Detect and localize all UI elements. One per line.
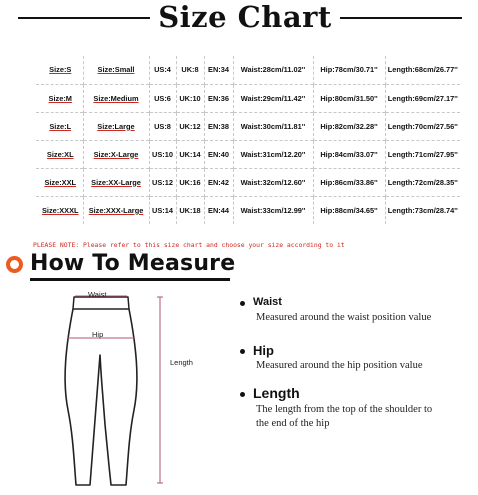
cell-text: US:8 <box>154 121 171 131</box>
table-cell <box>233 56 313 84</box>
table-cell <box>313 168 385 196</box>
table-cell <box>83 112 149 140</box>
how-to-measure-title: How To Measure <box>30 251 236 276</box>
table-cell <box>36 56 83 84</box>
table-cell <box>36 84 83 112</box>
cell-text: Hip:80cm/31.50'' <box>320 93 378 103</box>
cell-text: EN:40 <box>208 149 229 159</box>
cell-text: US:14 <box>152 205 173 215</box>
table-cell <box>204 140 233 168</box>
table-cell <box>36 168 83 196</box>
cell-text: EN:42 <box>208 177 229 187</box>
cell-text: Length:68cm/26.77'' <box>387 65 458 75</box>
cell-text: Hip:88cm/34.65'' <box>320 205 378 215</box>
title-rule-left <box>18 17 150 19</box>
diagram-length-label: Length <box>170 358 193 367</box>
cell-text: Size:XXL <box>44 177 77 187</box>
table-cell <box>204 112 233 140</box>
table-cell <box>83 196 149 224</box>
size-table <box>36 56 460 224</box>
table-cell <box>313 196 385 224</box>
cell-text: UK:18 <box>179 205 201 215</box>
table-row <box>36 84 460 112</box>
table-cell <box>385 140 460 168</box>
title-rule-right <box>340 17 462 19</box>
table-cell <box>204 168 233 196</box>
table-cell <box>233 168 313 196</box>
measure-item-desc: Measured around the waist position value <box>256 312 432 323</box>
cell-text: UK:8 <box>181 65 199 75</box>
cell-text: Size:L <box>49 121 72 131</box>
measure-item-title: Length <box>253 385 300 401</box>
cell-text: Waist:30cm/11.81'' <box>240 121 306 131</box>
table-row <box>36 140 460 168</box>
table-cell <box>385 84 460 112</box>
cell-text: Length:72cm/28.35'' <box>387 177 458 187</box>
table-cell <box>176 168 204 196</box>
cell-text: Hip:82cm/32.28'' <box>320 121 378 131</box>
table-cell <box>313 56 385 84</box>
table-cell <box>233 112 313 140</box>
cell-text: EN:44 <box>208 205 229 215</box>
cell-text: Length:70cm/27.56'' <box>387 121 458 131</box>
cell-text: Waist:31cm/12.20'' <box>240 149 306 159</box>
cell-text: US:12 <box>152 177 173 187</box>
size-chart-header <box>0 0 478 36</box>
table-cell <box>83 168 149 196</box>
cell-text: Hip:86cm/33.86'' <box>320 177 378 187</box>
table-cell <box>176 56 204 84</box>
table-cell <box>233 84 313 112</box>
table-cell <box>313 140 385 168</box>
table-row <box>36 56 460 84</box>
cell-text: Size:XX-Large <box>91 177 141 187</box>
table-cell <box>149 140 176 168</box>
table-row <box>36 112 460 140</box>
table-cell <box>313 84 385 112</box>
cell-text: EN:34 <box>208 65 229 75</box>
cell-text: Size:XL <box>46 149 74 159</box>
cell-text: Hip:84cm/33.07'' <box>320 149 378 159</box>
leggings-icon <box>40 285 225 493</box>
bullet-icon <box>240 392 245 397</box>
cell-text: Waist:28cm/11.02'' <box>240 65 306 75</box>
table-cell <box>176 112 204 140</box>
table-cell <box>385 56 460 84</box>
page-title: Size Chart <box>158 0 332 34</box>
table-cell <box>36 112 83 140</box>
cell-text: Size:Large <box>97 121 135 131</box>
table-cell <box>149 56 176 84</box>
cell-text: Size:M <box>48 93 72 103</box>
bullet-icon <box>240 349 245 354</box>
table-cell <box>385 168 460 196</box>
table-cell <box>36 140 83 168</box>
table-cell <box>83 84 149 112</box>
diagram-waist-label: Waist <box>88 290 107 299</box>
table-cell <box>176 84 204 112</box>
table-row <box>36 196 460 224</box>
cell-text: US:10 <box>152 149 173 159</box>
cell-text: UK:10 <box>179 93 201 103</box>
measure-item-desc: Measured around the hip position value <box>256 360 423 371</box>
table-cell <box>176 140 204 168</box>
size-note: PLEASE NOTE: Please refer to this size chart and choose your size according to it <box>33 241 345 249</box>
table-cell <box>149 168 176 196</box>
cell-text: Size:X-Large <box>93 149 139 159</box>
table-cell <box>149 196 176 224</box>
cell-text: Size:Medium <box>93 93 139 103</box>
cell-text: UK:16 <box>179 177 201 187</box>
cell-text: Waist:33cm/12.99'' <box>240 205 306 215</box>
cell-text: Size:Small <box>97 65 135 75</box>
measure-item-title: Hip <box>253 343 274 358</box>
cell-text: US:6 <box>154 93 171 103</box>
table-cell <box>83 56 149 84</box>
cell-text: Size:XXXL <box>41 205 79 215</box>
table-cell <box>313 112 385 140</box>
cell-text: US:4 <box>154 65 171 75</box>
cell-text: Length:69cm/27.17'' <box>387 93 458 103</box>
table-cell <box>83 140 149 168</box>
table-cell <box>204 56 233 84</box>
cell-text: Waist:32cm/12.60'' <box>240 177 306 187</box>
table-cell <box>36 196 83 224</box>
leggings-diagram <box>40 285 225 493</box>
cell-text: EN:36 <box>208 93 229 103</box>
cell-text: Length:73cm/28.74'' <box>387 205 458 215</box>
how-to-measure-underline <box>30 278 230 281</box>
cell-text: Waist:29cm/11.42'' <box>240 93 306 103</box>
bullet-icon <box>240 301 245 306</box>
cell-text: Size:S <box>49 65 72 75</box>
table-row <box>36 168 460 196</box>
table-cell <box>233 196 313 224</box>
measure-item-desc: The length from the top of the shoulder to <box>256 404 433 415</box>
cell-text: Hip:78cm/30.71'' <box>320 65 378 75</box>
diagram-hip-label: Hip <box>92 330 104 339</box>
cell-text: UK:14 <box>179 149 201 159</box>
table-cell <box>204 196 233 224</box>
table-cell <box>233 140 313 168</box>
table-cell <box>385 196 460 224</box>
table-cell <box>149 112 176 140</box>
table-cell <box>204 84 233 112</box>
cell-text: Size:XXX-Large <box>88 205 144 215</box>
cell-text: UK:12 <box>179 121 201 131</box>
table-cell <box>385 112 460 140</box>
table-cell <box>149 84 176 112</box>
measure-item-title: Waist <box>253 296 282 308</box>
cell-text: Length:71cm/27.95'' <box>387 149 458 159</box>
cell-text: EN:38 <box>208 121 229 131</box>
measure-item-desc-line2: the end of the hip <box>256 418 330 429</box>
table-cell <box>176 196 204 224</box>
circle-bullet-icon <box>6 256 23 273</box>
